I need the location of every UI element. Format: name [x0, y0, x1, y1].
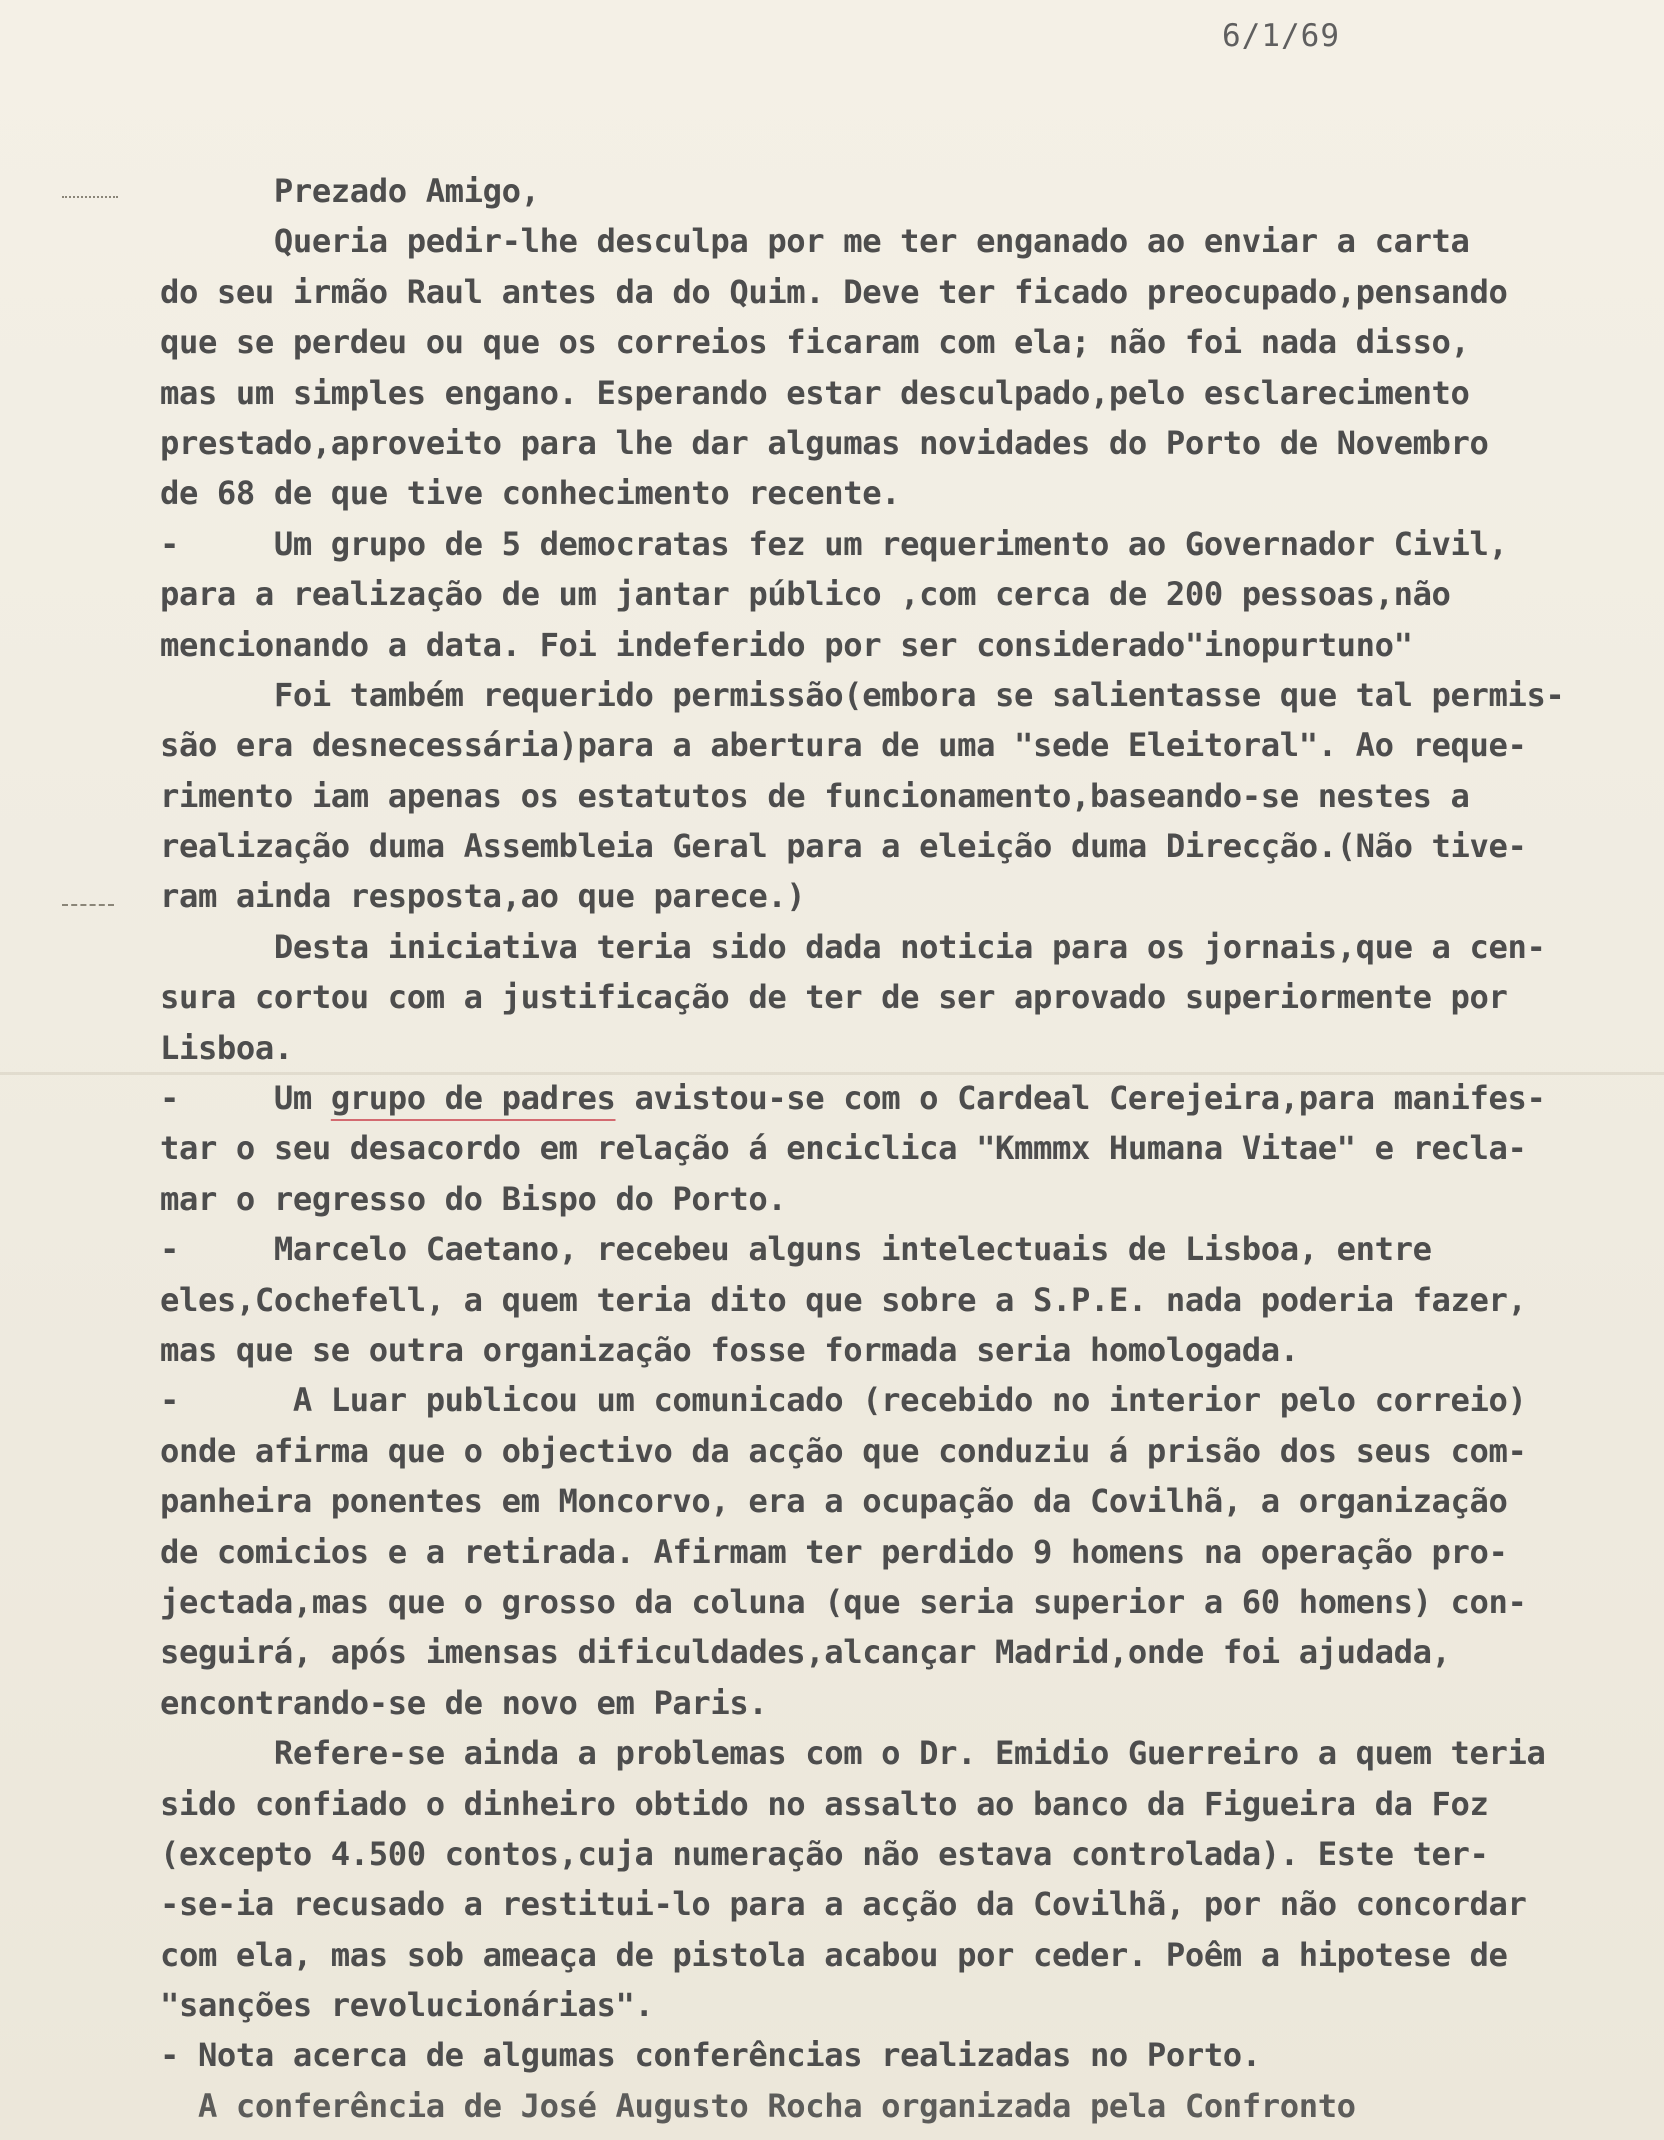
letter-line: são era desnecessária)para a abertura de uma "sede Eleitoral". Ao reque-	[160, 726, 1527, 765]
letter-line: - Nota acerca de algumas conferências realizadas no Porto.	[160, 2036, 1261, 2075]
letter-line: "sanções revolucionárias".	[160, 1986, 654, 2025]
letter-line: Queria pedir-lhe desculpa por me ter enganado ao enviar a carta	[160, 222, 1470, 261]
letter-line: do seu irmão Raul antes da do Quim. Deve ter ficado preocupado,pensando	[160, 272, 1508, 311]
letter-line: Prezado Amigo,	[160, 172, 540, 210]
letter-line: A conferência de José Augusto Rocha organizada pela Confronto	[160, 2086, 1356, 2125]
letter-line: de comicios e a retirada. Afirmam ter perdido 9 homens na operação pro-	[160, 1532, 1508, 1571]
letter-line: de 68 de que tive conhecimento recente.	[160, 474, 901, 513]
letter-line	[160, 1073, 1630, 1123]
line-text: - Um	[160, 1079, 331, 1118]
letter-line: rimento iam apenas os estatutos de funcionamento,baseando-se nestes a	[160, 776, 1470, 815]
letter-line: com ela, mas sob ameaça de pistola acabou por ceder. Poêm a hipotese de	[160, 1935, 1508, 1974]
letter-line: prestado,aproveito para lhe dar algumas novidades do Porto de Novembro	[160, 423, 1489, 462]
letter-body	[160, 166, 1630, 2131]
underlined-phrase: grupo de padres	[330, 1079, 616, 1118]
letter-line: mencionando a data. Foi indeferido por ser considerado"inopurtuno"	[160, 625, 1413, 664]
letter-line: mar o regresso do Bispo do Porto.	[160, 1179, 787, 1218]
letter-line: realização duma Assembleia Geral para a eleição duma Direcção.(Não tive-	[160, 827, 1527, 866]
letter-date: 6/1/69	[1222, 18, 1340, 54]
letter-line: seguirá, após imensas dificuldades,alcançar Madrid,onde foi ajudada,	[160, 1633, 1451, 1672]
letter-line: mas que se outra organização fosse formada seria homologada.	[160, 1330, 1299, 1369]
letter-line: sido confiado o dinheiro obtido no assalto ao banco da Figueira da Foz	[160, 1784, 1489, 1823]
letter-line: Lisboa.	[160, 1028, 293, 1067]
letter-line: panheira ponentes em Moncorvo, era a ocupação da Covilhã, a organização	[160, 1482, 1508, 1521]
letter-line: que se perdeu ou que os correios ficaram com ela; não foi nada disso,	[160, 323, 1470, 362]
margin-mark	[62, 196, 118, 198]
letter-line: (excepto 4.500 contos,cuja numeração não estava controlada). Este ter-	[160, 1834, 1489, 1873]
letter-line: Desta iniciativa teria sido dada noticia para os jornais,que a cen-	[160, 927, 1546, 966]
letter-line: tar o seu desacordo em relação á enciclica "Kmmmx Humana Vitae" e recla-	[160, 1129, 1527, 1168]
letter-line: para a realização de um jantar público ,com cerca de 200 pessoas,não	[160, 575, 1451, 614]
letter-line: encontrando-se de novo em Paris.	[160, 1683, 768, 1722]
letter-line: Foi também requerido permissão(embora se salientasse que tal permis-	[160, 675, 1565, 714]
letter-line: eles,Cochefell, a quem teria dito que sobre a S.P.E. nada poderia fazer,	[160, 1280, 1527, 1319]
letter-line: mas um simples engano. Esperando estar desculpado,pelo esclarecimento	[160, 373, 1470, 412]
letter-line: jectada,mas que o grosso da coluna (que seria superior a 60 homens) con-	[160, 1582, 1527, 1621]
letter-line: Refere-se ainda a problemas com o Dr. Emidio Guerreiro a quem teria	[160, 1734, 1546, 1773]
letter-line: - Marcelo Caetano, recebeu alguns intelectuais de Lisboa, entre	[160, 1230, 1432, 1269]
letter-line: -se-ia recusado a restitui-lo para a acção da Covilhã, por não concordar	[160, 1885, 1527, 1924]
letter-line: - Um grupo de 5 democratas fez um requerimento ao Governador Civil,	[160, 524, 1508, 563]
letter-line: - A Luar publicou um comunicado (recebido no interior pelo correio)	[160, 1381, 1527, 1420]
margin-mark	[62, 904, 114, 906]
line-text: avistou-se com o Cardeal Cerejeira,para manifes-	[615, 1079, 1546, 1118]
letter-line: onde afirma que o objectivo da acção que conduziu á prisão dos seus com-	[160, 1431, 1527, 1470]
letter-line: sura cortou com a justificação de ter de ser aprovado superiormente por	[160, 978, 1508, 1017]
letter-line: ram ainda resposta,ao que parece.)	[160, 877, 806, 916]
